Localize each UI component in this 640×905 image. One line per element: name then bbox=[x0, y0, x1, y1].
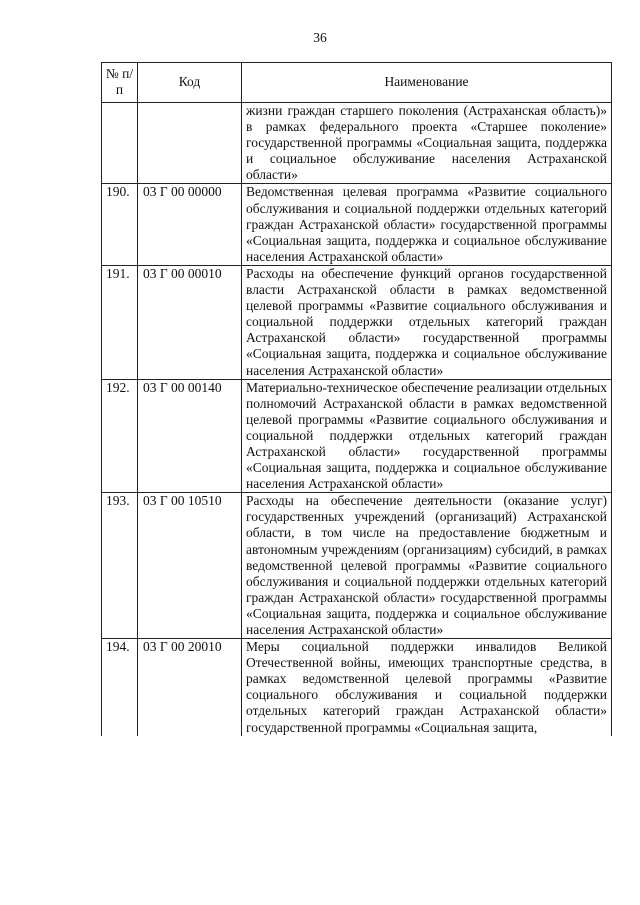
table-body bbox=[102, 103, 612, 736]
row-code: 03 Г 00 00140 bbox=[138, 379, 242, 493]
header-num: № п/п bbox=[102, 63, 138, 103]
row-num bbox=[102, 103, 138, 184]
header-name: Наименование bbox=[242, 63, 612, 103]
row-name: жизни граждан старшего поколения (Астраханская область)» в рамках федерального проекта «Старшее поколение» государственной программы «Социальная защита, поддержка и социальное обслуживание населения Астраханской области» bbox=[242, 103, 612, 184]
row-name: Материально-техническое обеспечение реализации отдельных полномочий Астраханской области в рамках ведомственной целевой программы «Развитие социального обслуживания и социальной поддержки отдельных категорий граждан Астраханской области» государственной программы «Социальная защита, поддержка и социальное обслуживание населения Астраханской области» bbox=[242, 379, 612, 493]
header-code: Код bbox=[138, 63, 242, 103]
row-code: 03 Г 00 20010 bbox=[138, 639, 242, 736]
table-header bbox=[102, 63, 612, 103]
table-row bbox=[102, 379, 612, 493]
row-code: 03 Г 00 00010 bbox=[138, 265, 242, 379]
table-row bbox=[102, 639, 612, 736]
row-name: Расходы на обеспечение функций органов государственной власти Астраханской области в рамках ведомственной целевой программы «Развитие социального обслуживания и социальной поддержки отдельных категорий граждан Астраханской области» государственной программы «Социальная защита, поддержка и социальное обслуживание населения Астраханской области» bbox=[242, 265, 612, 379]
table-row bbox=[102, 493, 612, 639]
row-name: Расходы на обеспечение деятельности (оказание услуг) государственных учреждений (организаций) Астраханской области, в том числе на предоставление бюджетным и автономным учреждениям (организациям) субсидий, в рамках ведомственной целевой программы «Развитие социального обслуживания и социальной поддержки отдельных категорий граждан Астраханской области» государственной программы «Социальная защита, поддержка и социальное обслуживание населения Астраханской области» bbox=[242, 493, 612, 639]
table-row bbox=[102, 265, 612, 379]
row-name: Меры социальной поддержки инвалидов Великой Отечественной войны, имеющих транспортные средства, в рамках ведомственной целевой программы «Развитие социального обслуживания и социальной поддержки отдельных категорий граждан Астраханской области» государственной программы «Социальная защита, bbox=[242, 639, 612, 736]
row-num: 192. bbox=[102, 379, 138, 493]
row-num: 190. bbox=[102, 184, 138, 265]
table-row bbox=[102, 103, 612, 184]
budget-code-table bbox=[101, 62, 612, 736]
row-num: 194. bbox=[102, 639, 138, 736]
row-code bbox=[138, 103, 242, 184]
row-num: 191. bbox=[102, 265, 138, 379]
row-name: Ведомственная целевая программа «Развитие социального обслуживания и социальной поддержки отдельных категорий граждан Астраханской области» государственной программы «Социальная защита, поддержка и социальное обслуживание населения Астраханской области» bbox=[242, 184, 612, 265]
header-row bbox=[102, 63, 612, 103]
row-code: 03 Г 00 10510 bbox=[138, 493, 242, 639]
row-code: 03 Г 00 00000 bbox=[138, 184, 242, 265]
row-num: 193. bbox=[102, 493, 138, 639]
table-row bbox=[102, 184, 612, 265]
page-number: 36 bbox=[313, 30, 327, 45]
